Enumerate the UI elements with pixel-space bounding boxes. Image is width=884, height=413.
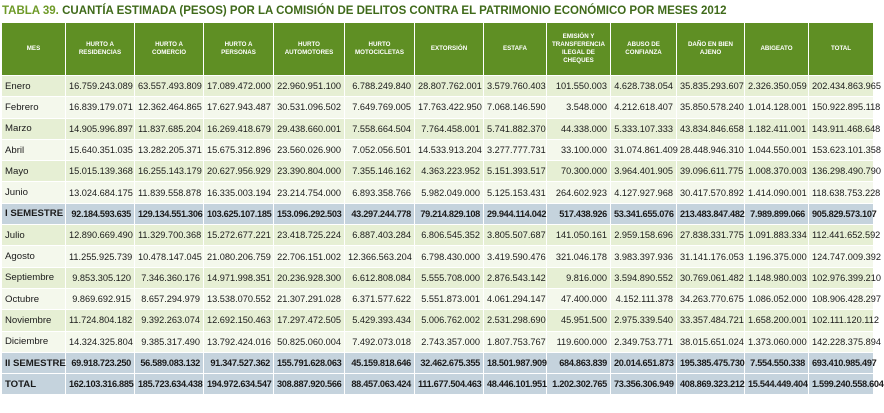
table-caption: CUANTÍA ESTIMADA (PESOS) POR LA COMISIÓN DE DELITOS CONTRA EL PATRIMONIO ECONÓMICO POR MESES 2012: [62, 5, 727, 17]
table-title: [0, 0, 874, 22]
table-cell: 16.335.003.194: [204, 182, 274, 203]
table-cell: 3.277.777.731: [484, 139, 547, 160]
table-cell: 33.357.484.721: [677, 310, 745, 331]
table-cell: 2.876.543.142: [484, 267, 547, 288]
table-cell: 3.548.000: [547, 97, 611, 118]
table-cell: 905.829.573.107: [809, 203, 874, 224]
table-row: [2, 310, 874, 331]
table-cell: 2.326.350.059: [745, 76, 809, 97]
table-cell: 63.557.493.809: [135, 76, 204, 97]
table-cell: 2.349.753.771: [611, 331, 677, 352]
table-cell: 141.050.161: [547, 225, 611, 246]
table-cell: 4.628.738.054: [611, 76, 677, 97]
column-header: EXTORSIÓN: [415, 23, 484, 76]
table-cell: 6.887.403.284: [345, 225, 415, 246]
table-cell: 5.982.049.000: [415, 182, 484, 203]
table-cell: 119.600.000: [547, 331, 611, 352]
table-cell: 2.975.339.540: [611, 310, 677, 331]
table-cell: 92.184.593.635: [66, 203, 135, 224]
table-cell: 12.366.563.204: [345, 246, 415, 267]
column-header: ABUSO DE CONFIANZA: [611, 23, 677, 76]
table-cell: 3.419.590.476: [484, 246, 547, 267]
table-cell: 7.764.458.001: [415, 118, 484, 139]
table-cell: 7.068.146.590: [484, 97, 547, 118]
table-cell: 35.850.578.240: [677, 97, 745, 118]
table-cell: 7.492.073.018: [345, 331, 415, 352]
table-cell: 6.798.430.000: [415, 246, 484, 267]
table-cell: 17.089.472.000: [204, 76, 274, 97]
table-cell: 43.297.244.778: [345, 203, 415, 224]
column-header: HURTO AUTOMOTORES: [274, 23, 345, 76]
table-row: [2, 97, 874, 118]
table-cell: 21.307.291.028: [274, 288, 345, 309]
table-cell: 31.074.861.409: [611, 139, 677, 160]
table-cell: 6.788.249.840: [345, 76, 415, 97]
table-cell: 31.141.176.053: [677, 246, 745, 267]
table-cell: 15.272.677.221: [204, 225, 274, 246]
table-cell: 5.333.107.333: [611, 118, 677, 139]
table-cell: 17.627.943.487: [204, 97, 274, 118]
table-cell: 35.835.293.607: [677, 76, 745, 97]
table-cell: 4.061.294.147: [484, 288, 547, 309]
table-cell: 4.212.618.407: [611, 97, 677, 118]
table-cell: 14.905.996.897: [66, 118, 135, 139]
table-cell: 45.159.818.646: [345, 352, 415, 373]
table-cell: 7.355.146.162: [345, 161, 415, 182]
row-label: Enero: [2, 76, 66, 97]
table-cell: 23.390.804.000: [274, 161, 345, 182]
table-cell: 7.649.769.005: [345, 97, 415, 118]
table-row: [2, 331, 874, 352]
table-cell: 70.300.000: [547, 161, 611, 182]
table-cell: 6.612.808.084: [345, 267, 415, 288]
table-cell: 9.392.263.074: [135, 310, 204, 331]
table-cell: 5.006.762.002: [415, 310, 484, 331]
table-cell: 45.951.500: [547, 310, 611, 331]
table-row: [2, 118, 874, 139]
table-cell: 7.052.056.501: [345, 139, 415, 160]
table-cell: 91.347.527.362: [204, 352, 274, 373]
table-cell: 27.838.331.775: [677, 225, 745, 246]
table-row: [2, 225, 874, 246]
row-label: Abril: [2, 139, 66, 160]
table-row: [2, 182, 874, 203]
summary-row: [2, 352, 874, 373]
header-row: [2, 23, 874, 76]
table-cell: 102.111.120.112: [809, 310, 874, 331]
column-header: EMISIÓN Y TRANSFERENCIA ILEGAL DE CHEQUES: [547, 23, 611, 76]
table-cell: 3.594.890.552: [611, 267, 677, 288]
table-cell: 11.255.925.739: [66, 246, 135, 267]
table-cell: 195.385.475.730: [677, 352, 745, 373]
table-cell: 2.959.158.696: [611, 225, 677, 246]
table-cell: 30.417.570.892: [677, 182, 745, 203]
table-cell: 5.551.873.001: [415, 288, 484, 309]
table-cell: 1.148.980.003: [745, 267, 809, 288]
table-cell: 11.837.685.204: [135, 118, 204, 139]
table-cell: 14.533.913.204: [415, 139, 484, 160]
column-header: HURTO A PERSONAS: [204, 23, 274, 76]
row-label: Agosto: [2, 246, 66, 267]
table-cell: 213.483.847.482: [677, 203, 745, 224]
row-label: Mayo: [2, 161, 66, 182]
table-cell: 16.759.243.089: [66, 76, 135, 97]
table-cell: 4.152.111.378: [611, 288, 677, 309]
summary-row: [2, 374, 874, 395]
table-cell: 44.338.000: [547, 118, 611, 139]
row-label: Octubre: [2, 288, 66, 309]
table-cell: 13.792.424.016: [204, 331, 274, 352]
table-cell: 14.324.325.804: [66, 331, 135, 352]
table-cell: 9.385.317.490: [135, 331, 204, 352]
table-cell: 29.944.114.042: [484, 203, 547, 224]
column-header: ESTAFA: [484, 23, 547, 76]
table-cell: 11.329.700.368: [135, 225, 204, 246]
table-cell: 17.763.422.950: [415, 97, 484, 118]
row-label: Julio: [2, 225, 66, 246]
table-cell: 28.807.762.001: [415, 76, 484, 97]
table-cell: 30.531.096.502: [274, 97, 345, 118]
table-cell: 23.560.026.900: [274, 139, 345, 160]
column-header: HURTO MOTOCICLETAS: [345, 23, 415, 76]
data-table: [1, 22, 884, 395]
table-cell: 88.457.063.424: [345, 374, 415, 395]
table-cell: 79.214.829.108: [415, 203, 484, 224]
table-cell: 20.014.651.873: [611, 352, 677, 373]
row-label: Septiembre: [2, 267, 66, 288]
column-header: DAÑO EN BIEN AJENO: [677, 23, 745, 76]
table-cell: 5.741.882.370: [484, 118, 547, 139]
table-cell: 1.373.060.000: [745, 331, 809, 352]
row-label: Diciembre: [2, 331, 66, 352]
table-cell: 16.839.179.071: [66, 97, 135, 118]
table-cell: 517.438.926: [547, 203, 611, 224]
table-cell: 194.972.634.547: [204, 374, 274, 395]
row-label: Marzo: [2, 118, 66, 139]
table-cell: 101.550.003: [547, 76, 611, 97]
table-cell: 13.024.684.175: [66, 182, 135, 203]
summary-row: [2, 203, 874, 224]
table-cell: 9.853.305.120: [66, 267, 135, 288]
table-body: [2, 76, 884, 395]
table-cell: 1.182.411.001: [745, 118, 809, 139]
table-cell: 23.418.725.224: [274, 225, 345, 246]
table-cell: 102.976.399.210: [809, 267, 874, 288]
table-cell: 13.282.205.371: [135, 139, 204, 160]
table-cell: 1.091.883.334: [745, 225, 809, 246]
table-cell: 1.196.375.000: [745, 246, 809, 267]
table-cell: 684.863.839: [547, 352, 611, 373]
table-cell: 15.544.449.404: [745, 374, 809, 395]
table-cell: 1.658.200.001: [745, 310, 809, 331]
table-cell: 3.983.397.936: [611, 246, 677, 267]
table-cell: 143.911.468.648: [809, 118, 874, 139]
table-cell: 33.100.000: [547, 139, 611, 160]
table-cell: 103.625.107.185: [204, 203, 274, 224]
table-cell: 9.869.692.915: [66, 288, 135, 309]
column-header: HURTO A RESIDENCIAS: [66, 23, 135, 76]
table-cell: 1.807.753.767: [484, 331, 547, 352]
table-cell: 16.269.418.679: [204, 118, 274, 139]
table-cell: 3.964.401.905: [611, 161, 677, 182]
table-cell: 12.692.150.463: [204, 310, 274, 331]
table-cell: 22.960.951.100: [274, 76, 345, 97]
table-cell: 14.971.998.351: [204, 267, 274, 288]
table-cell: 9.816.000: [547, 267, 611, 288]
table-cell: 1.044.550.001: [745, 139, 809, 160]
table-cell: 12.362.464.865: [135, 97, 204, 118]
table-cell: 11.724.804.182: [66, 310, 135, 331]
table-cell: 7.554.550.338: [745, 352, 809, 373]
table-row: [2, 246, 874, 267]
table-row: [2, 267, 874, 288]
table-row: [2, 76, 874, 97]
table-cell: 48.446.101.951: [484, 374, 547, 395]
table-cell: 124.747.009.392: [809, 246, 874, 267]
table-cell: 112.441.652.592: [809, 225, 874, 246]
table-cell: 153.623.101.358: [809, 139, 874, 160]
table-cell: 3.805.507.687: [484, 225, 547, 246]
table-cell: 29.438.660.001: [274, 118, 345, 139]
table-cell: 15.015.139.368: [66, 161, 135, 182]
column-header: TOTAL: [809, 23, 874, 76]
table-cell: 21.080.206.759: [204, 246, 274, 267]
table-cell: 18.501.987.909: [484, 352, 547, 373]
table-row: [2, 288, 874, 309]
table-cell: 162.103.316.885: [66, 374, 135, 395]
column-header: ABIGEATO: [745, 23, 809, 76]
row-label: Febrero: [2, 97, 66, 118]
table-cell: 308.887.920.566: [274, 374, 345, 395]
table-cell: 1.086.052.000: [745, 288, 809, 309]
table-cell: 8.657.294.979: [135, 288, 204, 309]
table-cell: 30.769.061.482: [677, 267, 745, 288]
table-cell: 408.869.323.212: [677, 374, 745, 395]
table-cell: 56.589.083.132: [135, 352, 204, 373]
table-cell: 185.723.634.438: [135, 374, 204, 395]
table-cell: 3.579.760.403: [484, 76, 547, 97]
table-cell: 38.015.651.024: [677, 331, 745, 352]
table-cell: 12.890.669.490: [66, 225, 135, 246]
table-cell: 321.046.178: [547, 246, 611, 267]
row-label: Noviembre: [2, 310, 66, 331]
table-cell: 16.255.143.179: [135, 161, 204, 182]
table-cell: 5.125.153.431: [484, 182, 547, 203]
table-cell: 6.806.545.352: [415, 225, 484, 246]
row-label: I SEMESTRE: [2, 203, 66, 224]
table-cell: 4.127.927.968: [611, 182, 677, 203]
table-cell: 6.893.358.766: [345, 182, 415, 203]
table-cell: 4.363.223.952: [415, 161, 484, 182]
table-cell: 5.555.708.000: [415, 267, 484, 288]
table-cell: 136.298.490.790: [809, 161, 874, 182]
table-cell: 15.675.312.896: [204, 139, 274, 160]
table-cell: 13.538.070.552: [204, 288, 274, 309]
table-cell: 1.008.370.003: [745, 161, 809, 182]
table-cell: 11.839.558.878: [135, 182, 204, 203]
table-cell: 43.834.846.658: [677, 118, 745, 139]
table-cell: 22.706.151.002: [274, 246, 345, 267]
table-cell: 20.627.956.929: [204, 161, 274, 182]
table-cell: 108.906.428.297: [809, 288, 874, 309]
table-cell: 23.214.754.000: [274, 182, 345, 203]
table-cell: 20.236.928.300: [274, 267, 345, 288]
column-header: HURTO A COMERCIO: [135, 23, 204, 76]
table-cell: 34.263.770.675: [677, 288, 745, 309]
table-number: TABLA 39.: [2, 5, 59, 17]
table-cell: 47.400.000: [547, 288, 611, 309]
table-cell: 150.922.895.118: [809, 97, 874, 118]
table-cell: 7.989.899.066: [745, 203, 809, 224]
table-cell: 50.825.060.004: [274, 331, 345, 352]
table-cell: 1.202.302.765: [547, 374, 611, 395]
table-cell: 32.462.675.355: [415, 352, 484, 373]
table-cell: 155.791.628.063: [274, 352, 345, 373]
row-label: Junio: [2, 182, 66, 203]
table-cell: 7.346.360.176: [135, 267, 204, 288]
row-label: TOTAL: [2, 374, 66, 395]
table-cell: 73.356.306.949: [611, 374, 677, 395]
table-cell: 2.531.298.690: [484, 310, 547, 331]
table-cell: 2.743.357.000: [415, 331, 484, 352]
table-cell: 5.151.393.517: [484, 161, 547, 182]
table-cell: 153.096.292.503: [274, 203, 345, 224]
table-cell: 264.602.923: [547, 182, 611, 203]
table-cell: 129.134.551.306: [135, 203, 204, 224]
table-cell: 15.640.351.035: [66, 139, 135, 160]
table-cell: 28.448.946.310: [677, 139, 745, 160]
table-cell: 1.014.128.001: [745, 97, 809, 118]
table-cell: 5.429.393.434: [345, 310, 415, 331]
table-cell: 6.371.577.622: [345, 288, 415, 309]
table-row: [2, 161, 874, 182]
table-row: [2, 139, 874, 160]
table-cell: 111.677.504.463: [415, 374, 484, 395]
table-cell: 1.414.090.001: [745, 182, 809, 203]
table-cell: 69.918.723.250: [66, 352, 135, 373]
table-cell: 7.558.664.504: [345, 118, 415, 139]
table-cell: 202.434.863.965: [809, 76, 874, 97]
table-cell: 10.478.147.045: [135, 246, 204, 267]
table-cell: 1.599.240.558.604: [809, 374, 874, 395]
table-cell: 53.341.655.076: [611, 203, 677, 224]
column-header: MES: [2, 23, 66, 76]
table-cell: 118.638.753.228: [809, 182, 874, 203]
table-cell: 693.410.985.497: [809, 352, 874, 373]
table-cell: 39.096.611.775: [677, 161, 745, 182]
table-cell: 142.228.375.894: [809, 331, 874, 352]
row-label: II SEMESTRE: [2, 352, 66, 373]
table-cell: 17.297.472.505: [274, 310, 345, 331]
